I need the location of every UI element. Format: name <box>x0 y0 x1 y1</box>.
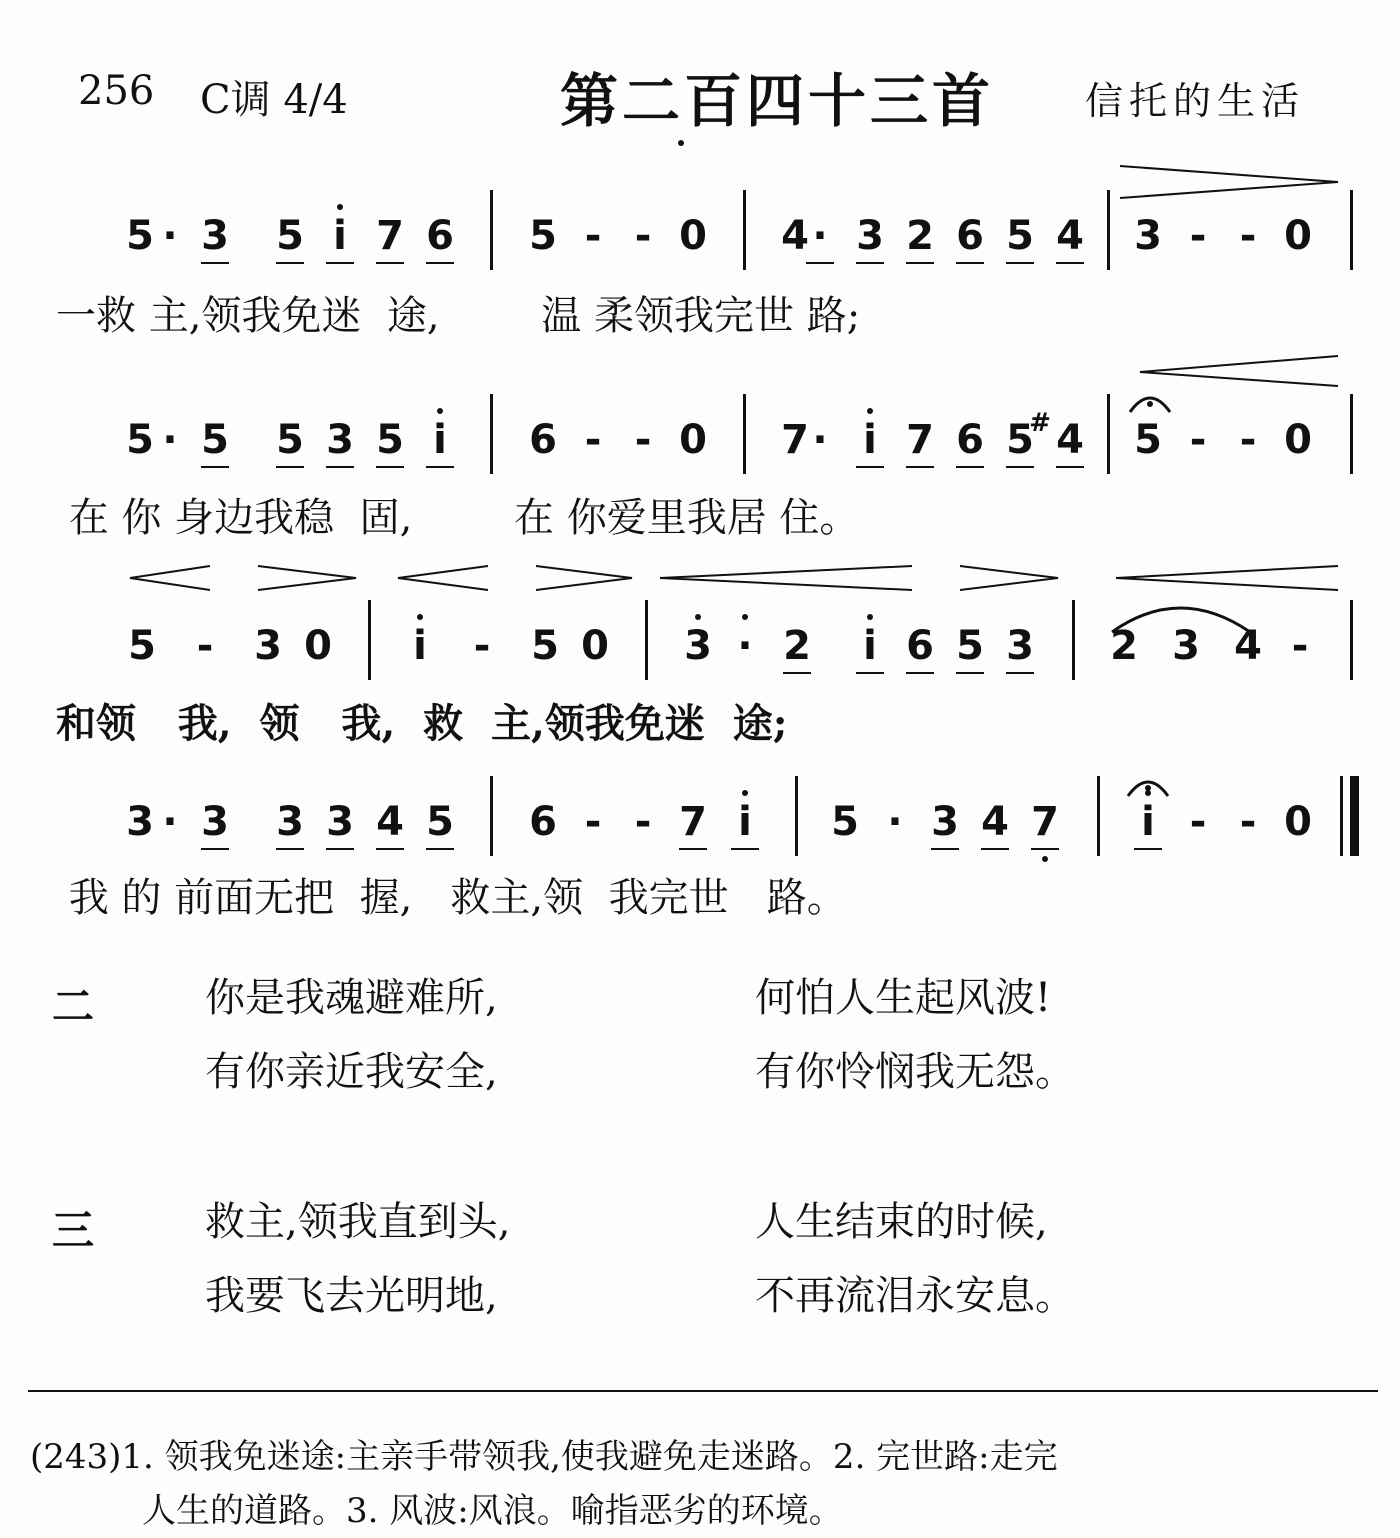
eighth-underline <box>783 672 811 674</box>
note: i <box>333 213 347 259</box>
barline <box>795 776 798 856</box>
note: 7 <box>906 417 934 463</box>
note: 2 <box>1110 623 1138 669</box>
dotted-rhythm-dot: · <box>162 799 178 845</box>
eighth-underline <box>426 262 454 264</box>
note: 5 <box>956 623 984 669</box>
footnote-line-2: 人生的道路。3. 风波:风浪。喻指恶劣的环境。 <box>142 1491 843 1531</box>
note: 5 <box>126 213 154 259</box>
note: 5 <box>126 417 154 463</box>
eighth-underline <box>856 262 884 264</box>
eighth-underline <box>806 262 834 264</box>
octave-high-dot <box>437 408 443 414</box>
eighth-underline <box>1134 848 1162 850</box>
note: 0 <box>1284 417 1312 463</box>
note: - <box>584 417 602 463</box>
octave-high-dot <box>742 790 748 796</box>
lyrics-line-1: 一救 主,领我免迷 途, 温 柔领我完世 路; <box>56 293 861 339</box>
note: 4 <box>1234 623 1262 669</box>
note: 0 <box>679 417 707 463</box>
verse-line: 你是我魂避难所, <box>205 975 498 1021</box>
hymn-theme: 信托的生活 <box>1085 79 1306 123</box>
note: - <box>1239 213 1257 259</box>
note: 3 <box>856 213 884 259</box>
note: 6 <box>956 213 984 259</box>
note: 0 <box>1284 213 1312 259</box>
note: 5 <box>201 417 229 463</box>
lyrics-line-4: 我 的 前面无把 握, 救主,领 我完世 路。 <box>56 875 847 921</box>
note: 5 <box>376 417 404 463</box>
dotted-rhythm-dot: · <box>887 799 903 845</box>
note: 3 <box>254 623 282 669</box>
eighth-underline <box>276 848 304 850</box>
verse-line: 人生结束的时候, <box>755 1199 1048 1245</box>
verse-number: 三 <box>52 1206 95 1255</box>
note: - <box>1189 417 1207 463</box>
note: 4 <box>781 213 809 259</box>
barline <box>1107 394 1110 474</box>
decrescendo-hairpin <box>1120 166 1338 198</box>
eighth-underline <box>426 466 454 468</box>
note: 3 <box>201 213 229 259</box>
note: 4 <box>1056 213 1084 259</box>
note: - <box>634 417 652 463</box>
eighth-underline <box>906 262 934 264</box>
barline <box>1097 776 1100 856</box>
note: 4 <box>376 799 404 845</box>
barline <box>1350 190 1353 270</box>
barline <box>1072 600 1075 680</box>
hymn-title: 第二百四十三首 <box>560 67 995 135</box>
note: - <box>1189 213 1207 259</box>
eighth-underline <box>276 262 304 264</box>
note: i <box>1141 799 1155 845</box>
note: 3 <box>276 799 304 845</box>
eighth-underline <box>1006 262 1034 264</box>
note: 5 <box>276 417 304 463</box>
note: - <box>634 799 652 845</box>
eighth-underline <box>906 672 934 674</box>
note: 3 <box>201 799 229 845</box>
note: - <box>1239 799 1257 845</box>
note: i <box>863 623 877 669</box>
barline <box>490 190 493 270</box>
eighth-underline <box>956 262 984 264</box>
eighth-underline <box>376 466 404 468</box>
note: - <box>1291 623 1309 669</box>
barline <box>743 190 746 270</box>
octave-high-dot <box>337 204 343 210</box>
note: 5 <box>1006 213 1034 259</box>
decrescendo-hairpin <box>258 566 356 590</box>
note: 5 <box>1134 417 1162 463</box>
eighth-underline <box>906 466 934 468</box>
eighth-underline <box>931 848 959 850</box>
note: 7 <box>781 417 809 463</box>
crescendo-hairpin <box>398 566 488 590</box>
final-barline-thick <box>1350 776 1359 856</box>
note: 6 <box>529 417 557 463</box>
note: 5 <box>128 623 156 669</box>
note: 3 <box>1134 213 1162 259</box>
decrescendo-hairpin <box>536 566 632 590</box>
eighth-underline <box>731 848 759 850</box>
note: 3 <box>931 799 959 845</box>
verse-line: 有你亲近我安全, <box>205 1049 498 1095</box>
note: 6 <box>906 623 934 669</box>
note: 6 <box>426 213 454 259</box>
note: 3 <box>684 623 712 669</box>
eighth-underline <box>326 848 354 850</box>
note: i <box>738 799 752 845</box>
eighth-underline <box>276 466 304 468</box>
eighth-underline <box>1006 466 1034 468</box>
verse-number: 二 <box>52 982 95 1031</box>
note: 0 <box>304 623 332 669</box>
sharp-sign: # <box>1029 408 1051 438</box>
eighth-underline <box>679 848 707 850</box>
barline <box>1350 394 1353 474</box>
eighth-underline <box>856 466 884 468</box>
eighth-underline <box>856 672 884 674</box>
barline <box>368 600 371 680</box>
eighth-underline <box>956 466 984 468</box>
note: 5 <box>276 213 304 259</box>
page-number: 256 <box>78 68 155 114</box>
footnote-line-1: (243)1. 领我免迷途:主亲手带领我,使我避免走迷路。2. 完世路:走完 <box>30 1437 1058 1477</box>
footnote <box>30 1430 1390 1538</box>
verse-line: 何怕人生起风波! <box>755 975 1052 1021</box>
eighth-underline <box>1006 672 1034 674</box>
note: 3 <box>1172 623 1200 669</box>
note: 2 <box>783 623 811 669</box>
verse-line: 我要飞去光明地, <box>205 1273 498 1319</box>
note: 5 <box>426 799 454 845</box>
barline <box>743 394 746 474</box>
barline <box>490 394 493 474</box>
note: 0 <box>1284 799 1312 845</box>
note: 4 <box>1056 417 1084 463</box>
dotted-rhythm-dot: · <box>162 213 178 259</box>
eighth-underline <box>376 848 404 850</box>
note: i <box>863 417 877 463</box>
note: 6 <box>956 417 984 463</box>
octave-low-dot <box>1042 856 1048 862</box>
barline <box>1107 190 1110 270</box>
crescendo-hairpin <box>1140 356 1338 386</box>
note: 3 <box>126 799 154 845</box>
verse-line: 救主,领我直到头, <box>205 1199 511 1245</box>
barline <box>645 600 648 680</box>
note: 0 <box>581 623 609 669</box>
crescendo-hairpin <box>660 566 912 590</box>
eighth-underline <box>201 262 229 264</box>
lyrics-line-3: 和领 我, 领 我, 救 主,领我免迷 途; <box>56 700 788 747</box>
octave-high-dot <box>417 614 423 620</box>
note: 0 <box>679 213 707 259</box>
note: 5 <box>529 213 557 259</box>
note: 7 <box>679 799 707 845</box>
note: 2 <box>906 213 934 259</box>
dotted-rhythm-dot: · <box>737 623 753 669</box>
eighth-underline <box>326 262 354 264</box>
dotted-rhythm-dot: · <box>162 417 178 463</box>
eighth-underline <box>1056 262 1084 264</box>
note: 7 <box>1031 799 1059 845</box>
crescendo-hairpin <box>1116 566 1338 590</box>
note: 7 <box>376 213 404 259</box>
note: 5 <box>1006 417 1034 463</box>
note: - <box>584 799 602 845</box>
note: 3 <box>326 799 354 845</box>
note: i <box>413 623 427 669</box>
note: i <box>433 417 447 463</box>
octave-high-dot <box>742 614 748 620</box>
note: 3 <box>1006 623 1034 669</box>
verse-line: 不再流泪永安息。 <box>755 1273 1075 1319</box>
eighth-underline <box>326 466 354 468</box>
crescendo-hairpin <box>130 566 210 590</box>
barline <box>490 776 493 856</box>
dotted-rhythm-dot: · <box>812 417 828 463</box>
eighth-underline <box>201 466 229 468</box>
eighth-underline <box>201 848 229 850</box>
note: 3 <box>326 417 354 463</box>
eighth-underline <box>956 672 984 674</box>
eighth-underline <box>426 848 454 850</box>
octave-high-dot <box>867 408 873 414</box>
footnote-divider <box>28 1390 1378 1392</box>
barline <box>1350 600 1353 680</box>
note: - <box>196 623 214 669</box>
octave-high-dot <box>867 614 873 620</box>
eighth-underline <box>981 848 1009 850</box>
dotted-rhythm-dot: · <box>812 213 828 259</box>
note: 5 <box>831 799 859 845</box>
note: - <box>634 213 652 259</box>
eighth-underline <box>1056 466 1084 468</box>
note: - <box>1239 417 1257 463</box>
key-and-meter: C调 4/4 <box>200 77 348 123</box>
eighth-underline <box>1031 848 1059 850</box>
note: - <box>584 213 602 259</box>
note: - <box>473 623 491 669</box>
note: - <box>1189 799 1207 845</box>
note: 6 <box>529 799 557 845</box>
lyrics-line-2: 在 你 身边我稳 固, 在 你爱里我居 住。 <box>56 495 860 541</box>
verse-line: 有你怜悯我无怨。 <box>755 1049 1075 1095</box>
octave-high-dot <box>1145 790 1151 796</box>
octave-high-dot <box>695 614 701 620</box>
note: 5 <box>531 623 559 669</box>
eighth-underline <box>376 262 404 264</box>
final-barline-thin <box>1340 776 1343 856</box>
note: 4 <box>981 799 1009 845</box>
decrescendo-hairpin <box>960 566 1058 590</box>
